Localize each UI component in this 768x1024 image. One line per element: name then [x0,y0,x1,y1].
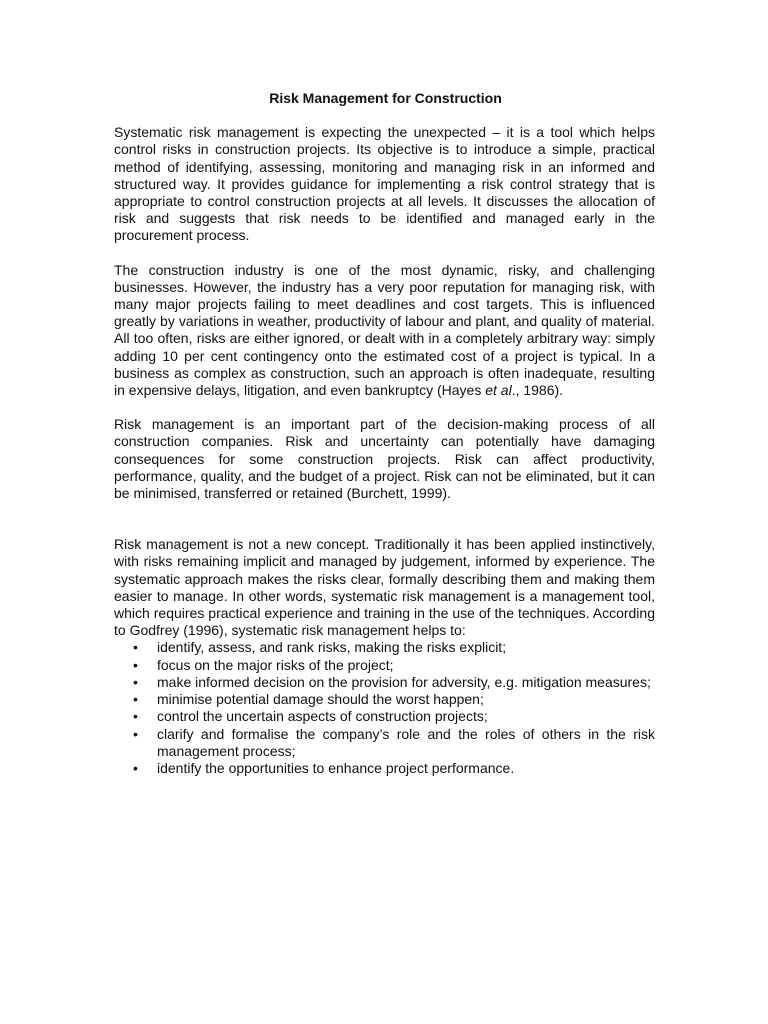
list-item [114,674,655,691]
bullet-icon: • [133,708,138,725]
list-item-text: minimise potential damage should the worst happen; [157,691,484,708]
list-item [114,708,655,725]
bullet-icon: • [133,656,138,673]
list-item-text: make informed decision on the provision for adversity, e.g. mitigation measures; [157,673,651,690]
bullet-icon: • [133,639,138,656]
bullet-icon: • [133,691,138,708]
bullet-icon: • [133,673,138,690]
citation-et-al: et al [485,382,512,399]
document-page [114,90,655,777]
list-item-text: identify, assess, and rank risks, making the risks explicit; [157,639,507,656]
paragraph-concept: Risk management is not a new concept. Traditionally it has been applied instinctively, with risks remaining implicit and managed by judgement, informed by experience. The systematic approach makes the risks clear, formally describing them and making them easier to manage. In other words, systematic risk management is a management tool, which requires practical experience and training in the use of the techniques. According to Godfrey (1996), systematic risk management helps to: [114,536,655,639]
bullet-icon: • [133,725,138,742]
list-item [114,760,655,777]
list-item [114,657,655,674]
benefits-list [114,639,655,777]
bullet-icon: • [133,759,138,776]
list-item-text: control the uncertain aspects of construction projects; [157,708,488,725]
paragraph-industry-text: The construction industry is one of the most dynamic, risky, and challenging businesses. However, the industry has a very poor reputation for managing risk, with many major projects failing to meet deadlines and cost targets. This is influenced greatly by variations in weather, productivity of labour and plant, and quality of material. All too often, risks are either ignored, or dealt with in a completely arbitrary way: simply adding 10 per cent contingency onto the estimated cost of a project is typical. In a business as complex as construction, such an approach is often inadequate, resulting in expensive delays, litigation, and even bankruptcy (Hayes [114,261,655,399]
list-item [114,726,655,760]
document-title: Risk Management for Construction [269,90,502,106]
list-item [114,639,655,656]
list-item-text: focus on the major risks of the project; [157,656,394,673]
paragraph-intro: Systematic risk management is expecting the unexpected – it is a tool which helps control risks in construction projects. Its objective is to introduce a simple, practical method of identifying, assessing, monitoring and managing risk in an informed and structured way. It provides guidance for implementing a risk control strategy that is appropriate to control construction projects at all levels. It discusses the allocation of risk and suggests that risk needs to be identified and managed early in the procurement process. [114,124,655,244]
list-item-text: identify the opportunities to enhance project performance. [157,759,515,776]
list-item-text: clarify and formalise the company’s role and the roles of others in the risk management process; [157,725,655,759]
paragraph-decision-making: Risk management is an important part of the decision-making process of all construction companies. Risk and uncertainty can potentially have damaging consequences for some construction projects. Risk can affect productivity, performance, quality, and the budget of a project. Risk can not be eliminated, but it can be minimised, transferred or retained (Burchett, 1999). [114,416,655,502]
list-item [114,691,655,708]
paragraph-industry [114,262,655,400]
paragraph-industry-citation-end: ., 1986). [511,382,564,399]
